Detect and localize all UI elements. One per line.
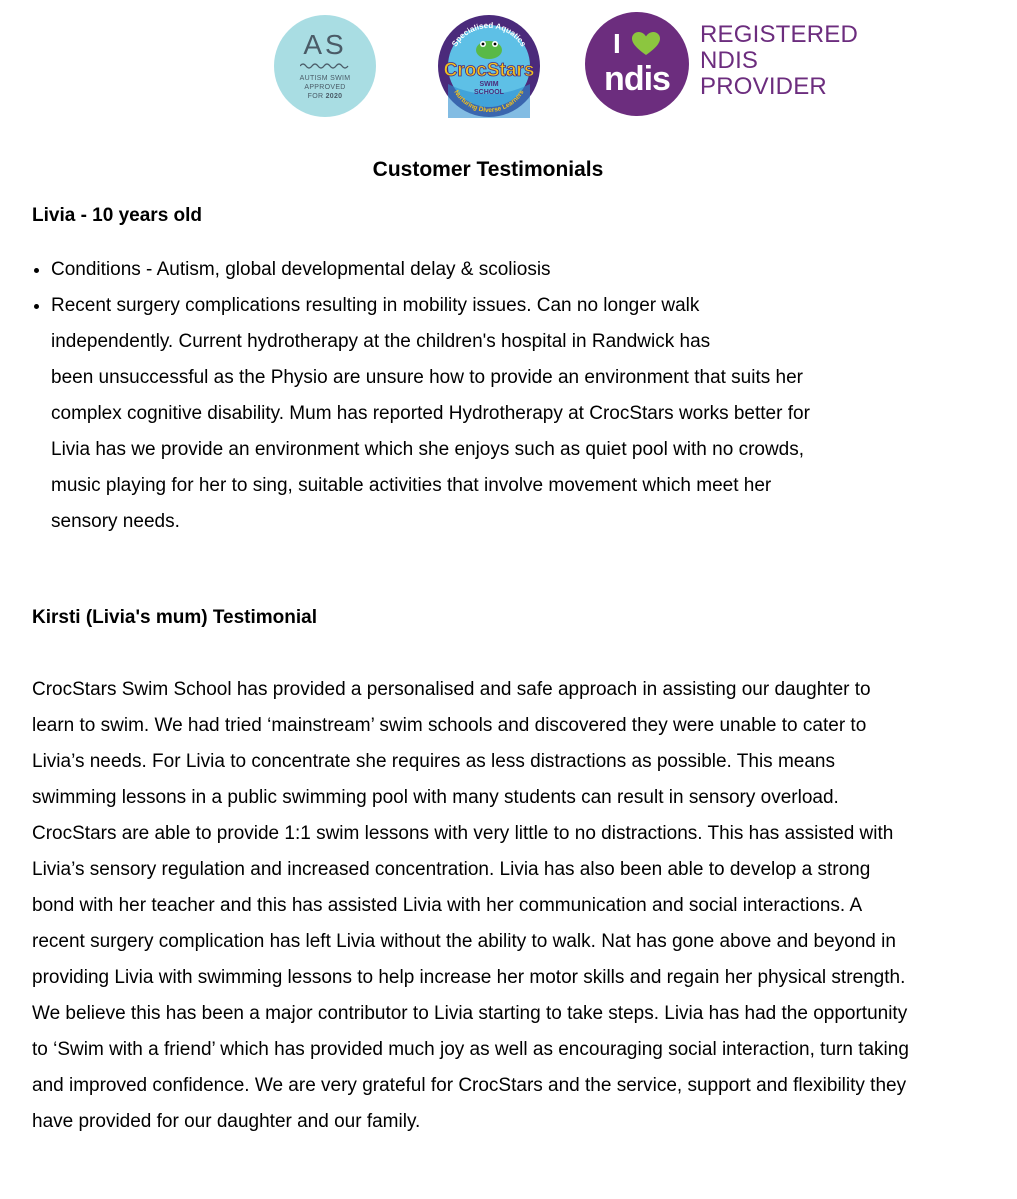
croc-icon [476,41,502,59]
list-item-line: independently. Current hydrotherapy at the children's hospital in Randwick has [51,331,711,352]
testimonial-line: have provided for our daughter and our family. [32,1111,421,1132]
crocstars-sub1: SWIM [479,81,499,88]
list-item [51,288,911,540]
list-item-line: • Recent surgery complications resulting in mobility issues. Can no longer walk [51,295,700,316]
logo-bar [0,10,1017,122]
testimonial-line: and improved confidence. We are very grateful for CrocStars and the service, support and flexibility they [32,1075,907,1096]
testimonial-line: CrocStars Swim School has provided a personalised and safe approach in assisting our daughter to [32,679,871,700]
crocstars-brand: CrocStars [443,60,535,81]
testimonial-line: Livia’s needs. For Livia to concentrate she requires as less distractions as possible. This means [32,751,835,772]
list-item-line: Livia has we provide an environment which she enjoys such as quiet pool with no crowds, [51,439,805,460]
conditions-list [32,252,911,540]
autism-swim-line3 [274,93,376,101]
ndis-i-letter: I [613,28,621,59]
crocstars-bottom-arc: Nurturing Diverse Learners [452,88,526,115]
list-item-line: • Conditions - Autism, global developmental delay & scoliosis [51,259,551,280]
autism-swim-letters: AS [303,29,347,60]
ndis-provider-text [700,22,858,100]
ndis-line3: PROVIDER [700,73,827,100]
page-title: Customer Testimonials [372,158,604,181]
list-item-line: been unsuccessful as the Physio are unsure how to provide an environment that suits her [51,367,803,388]
testimonial-line: swimming lessons in a public swimming pool with many students can result in sensory overload. [32,787,839,808]
list-item-line: complex cognitive disability. Mum has reported Hydrotherapy at CrocStars works better for [51,403,810,424]
autism-swim-for: FOR [307,93,324,100]
testimonial-line: Livia’s sensory regulation and increased concentration. Livia has also been able to develop a strong [32,859,871,880]
testimonial-heading: Kirsti (Livia's mum) Testimonial [32,607,317,628]
testimonial-line: We believe this has been a major contributor to Livia starting to take steps. Livia has had the opportunity [32,1003,908,1024]
list-item [51,252,911,288]
testimonial-line: learn to swim. We had tried ‘mainstream’ swim schools and discovered they were unable to cater to [32,715,867,736]
testimonial-body [32,672,987,1140]
client-heading: Livia - 10 years old [32,205,203,226]
autism-swim-line1: AUTISM SWIM [299,75,351,82]
wave-icon [300,61,350,71]
testimonial-line: recent surgery complication has left Livia without the ability to walk. Nat has gone above and beyond in [32,931,896,952]
list-item-line: music playing for her to sing, suitable activities that involve movement which meet her [51,475,772,496]
ndis-logo [585,12,689,116]
autism-swim-logo [274,15,376,117]
ndis-word: ndis [604,60,670,98]
crocstars-top-arc: Specialised Aquatics [450,20,528,49]
ndis-line1: REGISTERED [700,21,859,48]
ndis-line2: NDIS [700,47,759,74]
autism-swim-year: 2020 [325,93,343,100]
testimonial-line: bond with her teacher and this has assisted Livia with her communication and social interactions. A [32,895,863,916]
list-item-line: sensory needs. [51,511,180,532]
autism-swim-line2: APPROVED [304,84,346,91]
heart-icon [632,32,660,56]
crocstars-logo [437,14,541,118]
testimonial-line: CrocStars are able to provide 1:1 swim lessons with very little to no distractions. This has assisted with [32,823,894,844]
testimonial-line: to ‘Swim with a friend’ which has provided much joy as well as encouraging social interaction, turn taking [32,1039,909,1060]
testimonial-line: providing Livia with swimming lessons to help increase her motor skills and regain her physical strength. [32,967,906,988]
crocstars-sub2: SCHOOL [474,89,504,96]
